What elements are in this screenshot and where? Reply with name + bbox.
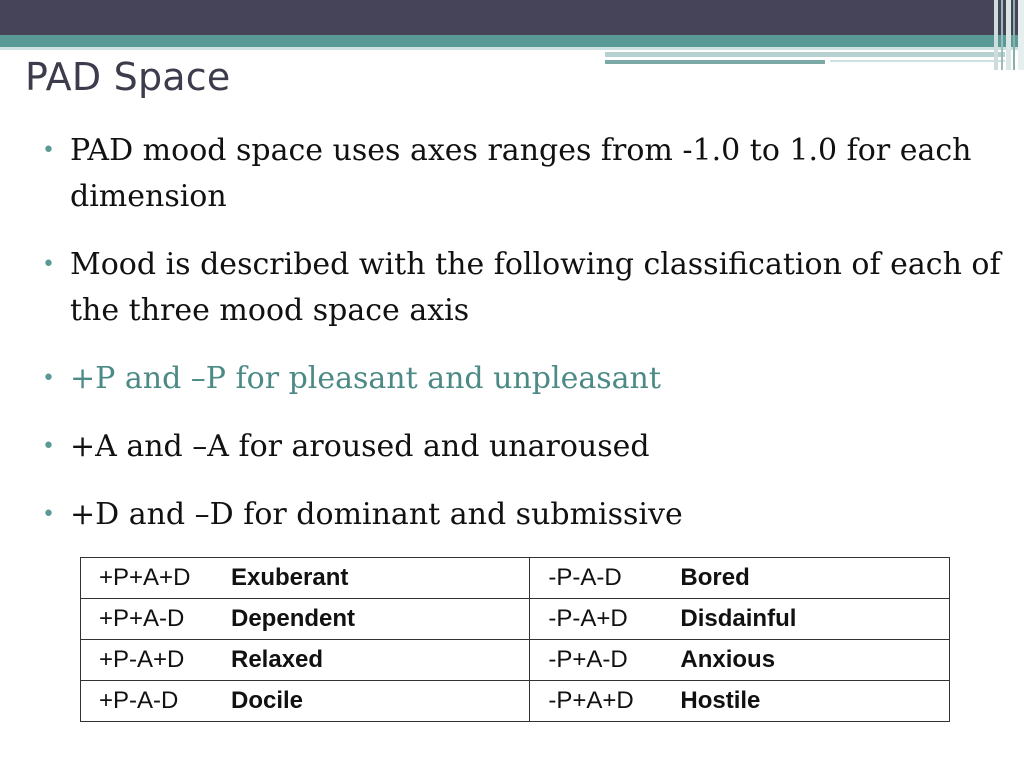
bullet-text: +D and –D for dominant and submissive — [70, 497, 683, 532]
bullet-item-highlighted — [42, 356, 1012, 402]
bullet-dot-icon: • — [42, 434, 55, 459]
table-cell — [530, 640, 950, 681]
pad-code: -P+A+D — [548, 687, 634, 714]
table-row — [81, 599, 950, 640]
pad-code: -P+A-D — [548, 646, 628, 673]
mood-classification-table — [80, 557, 950, 722]
table-cell — [81, 558, 530, 599]
bullet-item — [42, 424, 1012, 470]
bullet-text: +A and –A for aroused and unaroused — [70, 429, 650, 464]
decor-line — [830, 60, 1005, 62]
table-cell — [530, 681, 950, 722]
mood-label: Relaxed — [231, 646, 324, 673]
bullet-text: Mood is described with the following classification of each of the three mood space axis — [70, 247, 1001, 328]
bullet-text: +P and –P for pleasant and unpleasant — [70, 361, 661, 396]
bullet-item — [42, 128, 1012, 220]
bullet-list — [42, 128, 1012, 560]
thin-band — [0, 47, 1024, 50]
decor-line — [605, 60, 825, 64]
table-cell — [81, 599, 530, 640]
mood-label: Disdainful — [680, 605, 797, 632]
mood-label: Hostile — [680, 687, 761, 714]
mood-label: Docile — [231, 687, 304, 714]
top-band — [0, 0, 1024, 35]
mood-label: Exuberant — [231, 564, 349, 591]
pad-code: +P-A-D — [99, 687, 179, 714]
bullet-item — [42, 492, 1012, 538]
pad-code: +P-A+D — [99, 646, 185, 673]
table-cell — [81, 681, 530, 722]
mood-label: Dependent — [231, 605, 356, 632]
slide-title: PAD Space — [25, 55, 231, 99]
decor-strips — [994, 0, 1024, 70]
bullet-dot-icon: • — [42, 366, 55, 391]
mood-label: Anxious — [680, 646, 776, 673]
decor-line — [605, 52, 1005, 57]
table-cell — [530, 558, 950, 599]
bullet-dot-icon: • — [42, 252, 55, 277]
bullet-text: PAD mood space uses axes ranges from -1.0 to 1.0 for each dimension — [70, 133, 972, 214]
bullet-item — [42, 242, 1012, 334]
mood-label: Bored — [680, 564, 750, 591]
pad-code: +P+A+D — [99, 564, 191, 591]
table-row — [81, 558, 950, 599]
table-cell — [530, 599, 950, 640]
bullet-dot-icon: • — [42, 502, 55, 527]
table-row — [81, 640, 950, 681]
pad-code: +P+A-D — [99, 605, 185, 632]
teal-band — [0, 35, 1024, 47]
pad-code: -P-A+D — [548, 605, 628, 632]
pad-code: -P-A-D — [548, 564, 622, 591]
bullet-dot-icon: • — [42, 138, 55, 163]
table-cell — [81, 640, 530, 681]
table-row — [81, 681, 950, 722]
